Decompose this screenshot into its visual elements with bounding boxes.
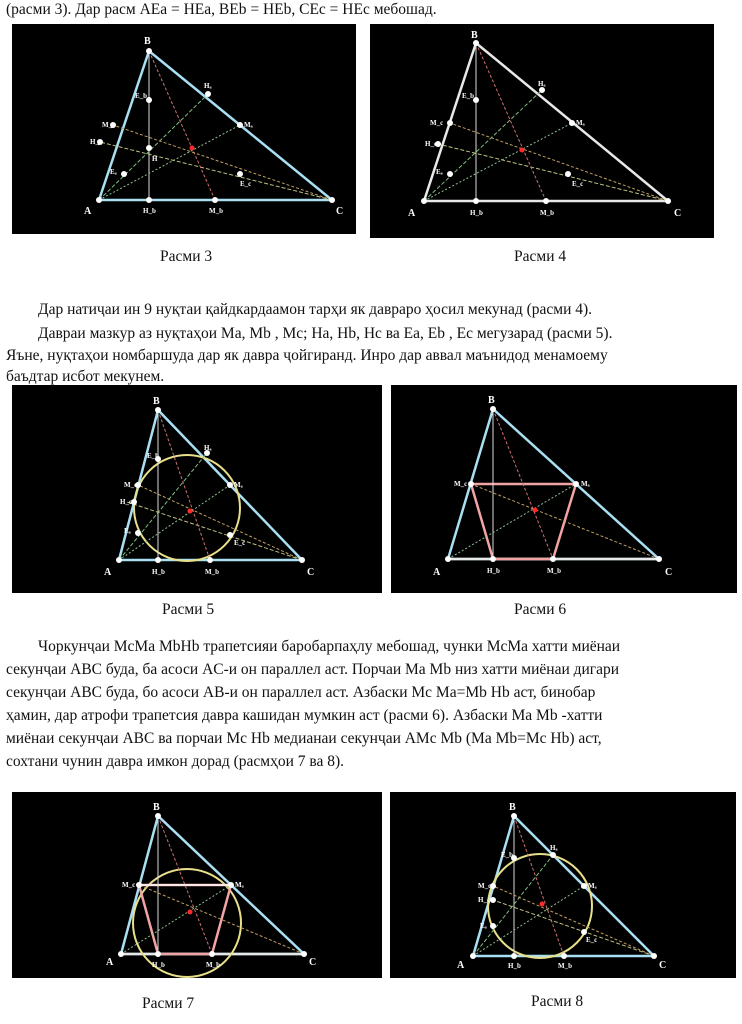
label-ha: Hₐ bbox=[204, 444, 212, 452]
label-c: C bbox=[674, 208, 682, 219]
figure-4 bbox=[370, 24, 714, 238]
triangle-abc bbox=[473, 816, 654, 956]
label-ea: Eₐ bbox=[110, 168, 117, 176]
label-a: A bbox=[106, 957, 114, 968]
paragraph-2-line-1: Чоркунҷаи McMa MbHb трапетсияи баробарпаҳлу мебошад, чунки McMa хатти миёнаи bbox=[38, 638, 621, 655]
label-mc: M_c bbox=[430, 119, 444, 127]
figure-4-diagram bbox=[370, 24, 714, 238]
figure-7 bbox=[12, 792, 382, 978]
label-c: C bbox=[309, 957, 317, 968]
paragraph-2-line-6: сохтани чунин давра имкон дорад (расмҳои 7 ва 8). bbox=[6, 753, 345, 770]
label-b: B bbox=[153, 396, 160, 407]
paragraph-2-line-5: миёнаи секунҷаи ABC ва порчаи Mc Hb медианаи секунҷаи AMc Mb (Ma Mb=Mc Hb) аст, bbox=[6, 730, 602, 747]
label-ma: Mₐ bbox=[588, 882, 597, 890]
median-cmc bbox=[450, 123, 668, 201]
paragraph-1-line-1: Дар натиҷаи ин 9 нуқтаи қайдкардаамон тарҳи як давраро ҳосил мекунад (расми 4). bbox=[38, 301, 593, 318]
label-ma: Mₐ bbox=[576, 119, 585, 127]
nine-point-center bbox=[540, 902, 545, 907]
nine-point-circle bbox=[134, 455, 240, 561]
nine-point-center bbox=[533, 508, 538, 513]
caption-figure-3: Расми 3 bbox=[160, 248, 213, 265]
trapezoid-mcmambhb bbox=[139, 885, 231, 954]
figure-6 bbox=[391, 385, 737, 593]
label-eb: E_b bbox=[462, 92, 475, 100]
label-hc: H_c bbox=[90, 138, 103, 146]
median-bmb bbox=[514, 816, 564, 956]
label-ha: Hₐ bbox=[550, 844, 558, 852]
figure-7-diagram bbox=[12, 792, 382, 978]
triangle-abc bbox=[99, 51, 332, 200]
figure-8 bbox=[390, 792, 736, 978]
label-mb: M_b bbox=[206, 961, 220, 969]
label-c: C bbox=[659, 960, 667, 971]
paragraph-2-line-2: секунҷаи ABC буда, ба асоси AC-и он параллел аст. Порчаи Ma Mb низ хатти миёнаи дигари bbox=[6, 661, 620, 678]
figure-6-diagram bbox=[391, 385, 737, 593]
label-mc: M_c bbox=[124, 481, 138, 489]
nine-point-center bbox=[188, 509, 193, 514]
label-a: A bbox=[408, 208, 416, 219]
figure-5-diagram bbox=[12, 385, 382, 593]
label-mb: M_b bbox=[209, 207, 223, 215]
median-cmc bbox=[471, 484, 659, 559]
label-hb: H_b bbox=[152, 961, 165, 969]
label-mb: M_b bbox=[547, 567, 561, 575]
label-hb: H_b bbox=[152, 568, 165, 576]
label-ma: Mₐ bbox=[234, 481, 243, 489]
figure-3-diagram bbox=[12, 24, 356, 234]
label-eb: E_b bbox=[135, 92, 148, 100]
label-c: C bbox=[665, 567, 673, 578]
label-eb: E_b bbox=[501, 851, 514, 859]
median-bmb bbox=[158, 410, 210, 560]
nine-point-center bbox=[520, 148, 525, 153]
label-hb: H_b bbox=[508, 962, 521, 970]
top-text-line: (расми 3). Дар расм AEa = HEa, BEb = HEb, CEc = HEc мебошад. bbox=[6, 1, 437, 18]
label-mc: M_c bbox=[102, 121, 116, 129]
nine-point-center bbox=[188, 910, 193, 915]
caption-figure-6: Расми 6 bbox=[514, 601, 567, 618]
trapezoid-mcmambhb bbox=[471, 484, 576, 559]
caption-figure-8: Расми 8 bbox=[531, 993, 584, 1010]
label-ec: E_c bbox=[234, 539, 246, 547]
label-ma: Mₐ bbox=[235, 881, 244, 889]
label-b: B bbox=[153, 802, 160, 813]
paragraph-2-line-4: ҳамин, дар атрофи трапетсия давра кашидан мумкин аст (расми 6). Азбаски Ma Mb -хатти bbox=[6, 707, 603, 724]
figure-5 bbox=[12, 385, 382, 593]
label-hb: H_b bbox=[470, 209, 483, 217]
label-a: A bbox=[104, 567, 112, 578]
label-eb: E_b bbox=[147, 452, 160, 460]
label-mc: M_c bbox=[478, 882, 492, 890]
nine-point-center bbox=[190, 146, 195, 151]
triangle-abc bbox=[119, 410, 302, 560]
label-b: B bbox=[144, 36, 151, 47]
label-ea: Eₐ bbox=[436, 168, 443, 176]
label-b: B bbox=[488, 395, 495, 406]
caption-figure-7: Расми 7 bbox=[142, 995, 195, 1012]
paragraph-1-line-2: Давраи мазкур аз нуқтаҳои Ma, Mb , Mc; Ha, Hb, Hc ва Ea, Eb , Ec мегузарад (расми 5). bbox=[38, 325, 613, 342]
label-a: A bbox=[457, 960, 465, 971]
label-ec: E_c bbox=[586, 936, 598, 944]
figure-3 bbox=[12, 24, 356, 234]
label-a: A bbox=[433, 567, 441, 578]
nine-point-circle bbox=[488, 854, 592, 958]
label-ea: Eₐ bbox=[124, 527, 131, 535]
label-ea: Eₐ bbox=[480, 922, 487, 930]
label-mb: M_b bbox=[558, 962, 572, 970]
label-ma: Mₐ bbox=[244, 121, 253, 129]
label-a: A bbox=[84, 206, 92, 217]
label-mc: M_c bbox=[122, 881, 136, 889]
label-h: H bbox=[152, 155, 158, 163]
label-c: C bbox=[336, 206, 344, 217]
label-mb: M_b bbox=[205, 568, 219, 576]
label-ec: E_c bbox=[572, 180, 584, 188]
median-bmb bbox=[476, 43, 546, 201]
label-ha: Hₐ bbox=[538, 80, 546, 88]
label-hc: H_c bbox=[425, 140, 438, 148]
label-mc: M_c bbox=[454, 480, 468, 488]
label-b: B bbox=[509, 802, 516, 813]
label-ha: Hₐ bbox=[204, 82, 212, 90]
triangle-abc bbox=[424, 43, 668, 201]
label-b: B bbox=[471, 30, 478, 41]
median-bmb bbox=[149, 51, 215, 200]
caption-figure-5: Расми 5 bbox=[162, 601, 215, 618]
median-cmc bbox=[113, 125, 332, 200]
label-hb: H_b bbox=[143, 207, 156, 215]
label-ec: E_c bbox=[240, 180, 252, 188]
figure-8-diagram bbox=[390, 792, 736, 978]
label-hb: H_b bbox=[487, 567, 500, 575]
label-hc: H_c bbox=[120, 498, 133, 506]
label-mb: M_b bbox=[540, 209, 554, 217]
paragraph-1-line-3: Яъне, нуқтаҳои номбаршуда дар як давра ҷойгиранд. Инро дар аввал маънидод менамоему bbox=[6, 347, 608, 364]
caption-figure-4: Расми 4 bbox=[514, 248, 567, 265]
label-hc: H_c bbox=[478, 896, 491, 904]
label-ma: Mₐ bbox=[581, 480, 590, 488]
paragraph-2-line-3: секунҷаи ABC буда, бо асоси AB-и он параллел аст. Азбаски Mc Ma=Mb Hb аст, бинобар bbox=[6, 684, 596, 701]
paragraph-1-line-4: баъдтар исбот мекунем. bbox=[6, 368, 165, 385]
label-c: C bbox=[307, 567, 315, 578]
